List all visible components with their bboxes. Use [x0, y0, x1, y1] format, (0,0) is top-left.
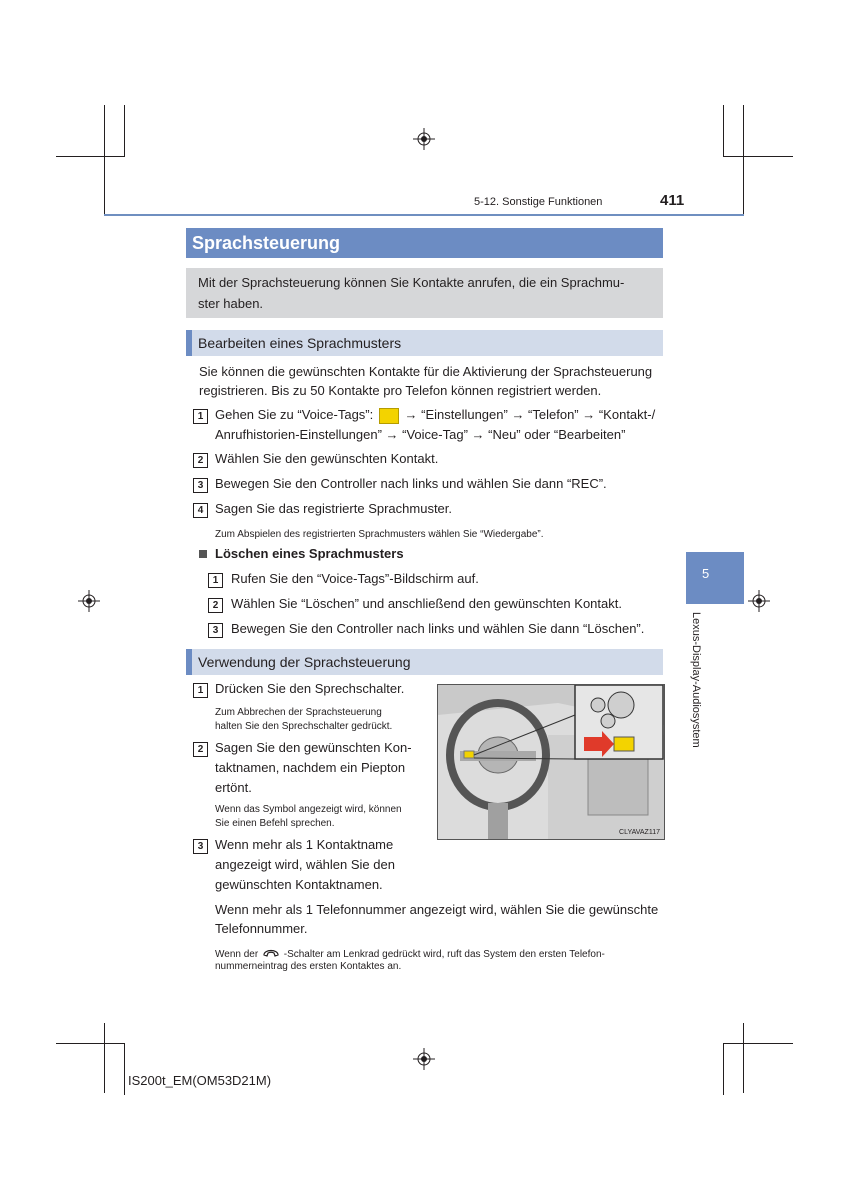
crop-mark: [723, 156, 793, 157]
crop-mark: [56, 1043, 124, 1044]
registration-mark-icon: [413, 1048, 435, 1070]
crop-mark: [104, 105, 105, 215]
crop-mark: [723, 1043, 724, 1095]
step-text: angezeigt wird, wählen Sie den: [215, 857, 395, 872]
steering-wheel-illustration: [438, 685, 664, 839]
note-part: Wenn der: [215, 949, 259, 960]
step-number: 1: [193, 683, 208, 698]
crop-mark: [743, 105, 744, 215]
note-part: -Schalter am Lenkrad gedrückt wird, ruft das System den ersten Telefon-: [283, 949, 605, 960]
step-text: taktnamen, nachdem ein Piepton: [215, 760, 406, 775]
chapter-tab: [686, 552, 744, 604]
section-description: registrieren. Bis zu 50 Kontakte pro Telefon können registriert werden.: [199, 383, 602, 398]
step-note: Wenn das Symbol angezeigt wird, können: [215, 804, 402, 815]
crop-mark: [104, 1023, 105, 1093]
page-number: 411: [660, 192, 685, 209]
document-code: IS200t_EM(OM53D21M): [128, 1073, 272, 1088]
section-heading: Bearbeiten eines Sprachmusters: [186, 330, 663, 356]
crop-mark: [124, 1043, 125, 1095]
step-number: 4: [193, 503, 208, 518]
step-number: 1: [208, 573, 223, 588]
step-text: Bewegen Sie den Controller nach links und wählen Sie dann “REC”.: [215, 476, 607, 491]
section-header: 5-12. Sonstige Funktionen: [474, 196, 603, 208]
sub-heading: Löschen eines Sprachmusters: [215, 546, 404, 561]
step-text: Drücken Sie den Sprechschalter.: [215, 681, 405, 696]
crop-mark: [124, 105, 125, 157]
step-text: Anrufhistorien-Einstellungen” → “Voice-Tag” → “Neu” oder “Bearbeiten”: [215, 427, 626, 442]
registration-mark-icon: [78, 590, 100, 612]
step-text: ertönt.: [215, 780, 252, 795]
steering-wheel-figure: [437, 684, 665, 840]
crop-mark: [743, 1023, 744, 1093]
step-text: Wählen Sie den gewünschten Kontakt.: [215, 451, 439, 466]
step-number: 3: [193, 478, 208, 493]
header-rule: [104, 214, 744, 216]
page-title: Sprachsteuerung: [186, 228, 663, 258]
phone-icon: [261, 945, 281, 959]
step-text-part: Gehen Sie zu “Voice-Tags”:: [215, 407, 374, 422]
step-note: halten Sie den Sprechschalter gedrückt.: [215, 721, 393, 732]
step-number: 3: [193, 839, 208, 854]
step-note: Sie einen Befehl sprechen.: [215, 818, 335, 829]
crop-mark: [723, 105, 724, 157]
crop-mark: [56, 156, 124, 157]
step-number: 2: [193, 453, 208, 468]
bullet-square-icon: [199, 550, 207, 558]
step-text-part: → “Einstellungen” → “Telefon” → “Kontakt-/: [404, 407, 656, 422]
intro-line: Mit der Sprachsteuerung können Sie Kontakte anrufen, die ein Sprachmu-: [198, 275, 625, 290]
step-text: Bewegen Sie den Controller nach links und wählen Sie dann “Löschen”.: [231, 621, 645, 636]
step-text: Sagen Sie den gewünschten Kon-: [215, 740, 412, 755]
section-description: Sie können die gewünschten Kontakte für die Aktivierung der Sprachsteuerung: [199, 364, 653, 379]
intro-box: [186, 268, 663, 318]
paragraph: Telefonnummer.: [215, 921, 308, 936]
registration-mark-icon: [413, 128, 435, 150]
step-number: 3: [208, 623, 223, 638]
voice-tag-menu-icon: [379, 408, 399, 424]
intro-line: ster haben.: [198, 296, 264, 311]
chapter-number: 5: [702, 566, 710, 581]
step-text: gewünschten Kontaktnamen.: [215, 877, 383, 892]
section-heading: Verwendung der Sprachsteuerung: [186, 649, 663, 675]
step-number: 1: [193, 409, 208, 424]
paragraph: Wenn mehr als 1 Telefonnummer angezeigt wird, wählen Sie die gewünschte: [215, 902, 659, 917]
step-text: [215, 405, 655, 425]
crop-mark: [723, 1043, 793, 1044]
step-text: Rufen Sie den “Voice-Tags”-Bildschirm auf.: [231, 571, 479, 586]
step-note: Zum Abspielen des registrierten Sprachmusters wählen Sie “Wiedergabe”.: [215, 529, 544, 540]
chapter-label: Lexus-Display-Audiosystem: [690, 612, 702, 748]
final-note: nummerneintrag des ersten Kontaktes an.: [215, 961, 402, 972]
step-number: 2: [208, 598, 223, 613]
registration-mark-icon: [748, 590, 770, 612]
step-text: Wenn mehr als 1 Kontaktname: [215, 837, 394, 852]
step-text: Wählen Sie “Löschen” und anschließend den gewünschten Kontakt.: [231, 596, 622, 611]
step-note: Zum Abbrechen der Sprachsteuerung: [215, 707, 382, 718]
step-number: 2: [193, 742, 208, 757]
figure-code: CLYAVAZ117: [619, 829, 660, 836]
step-text: Sagen Sie das registrierte Sprachmuster.: [215, 501, 453, 516]
